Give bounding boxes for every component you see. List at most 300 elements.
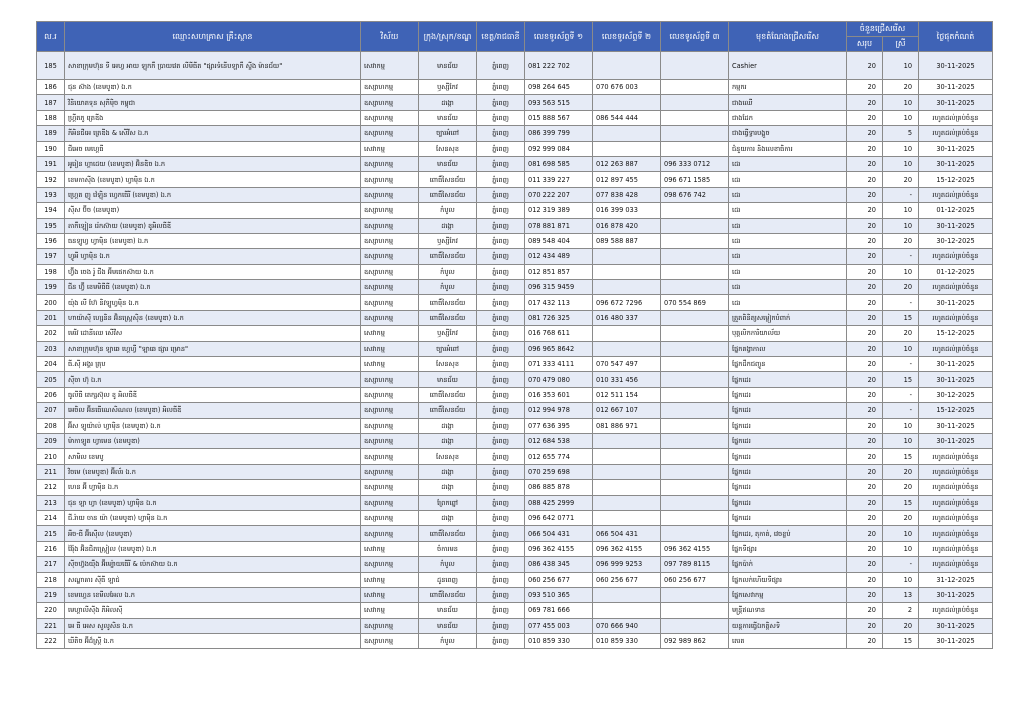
cell-position: ផ្នែកទីផ្សារ bbox=[729, 541, 847, 556]
cell-phone-2 bbox=[593, 141, 661, 156]
cell-phone-2: 016 878 420 bbox=[593, 218, 661, 233]
table-row bbox=[37, 233, 993, 248]
cell-position: ផ្នែកដេរ bbox=[729, 495, 847, 510]
cell-phone-2 bbox=[593, 95, 661, 110]
cell-phone-1: 011 339 227 bbox=[525, 172, 593, 187]
cell-company-name: សាខាក្រុមហ៊ុន ទី អេហ្វ អាយ ឡុកកឹ ប្រាយវេត លីមីធីត "ផ្សារទំនើបឡាកឹ ស្ទីង ម៉ានជ័យ" bbox=[65, 52, 361, 80]
cell-district: ដង្កោ bbox=[419, 433, 477, 448]
cell-district: ពោធិ៍សែនជ័យ bbox=[419, 172, 477, 187]
table-row bbox=[37, 126, 993, 141]
cell-phone-2: 060 256 677 bbox=[593, 572, 661, 587]
cell-quantity-total: 20 bbox=[847, 233, 883, 248]
cell-sector: សេវាកម្ម bbox=[361, 141, 419, 156]
cell-quantity-female: - bbox=[883, 295, 919, 310]
cell-province: ភ្នំពេញ bbox=[477, 557, 525, 572]
cell-quantity-female: 10 bbox=[883, 264, 919, 279]
cell-deadline: 30-11-2025 bbox=[919, 634, 993, 649]
table-row bbox=[37, 403, 993, 418]
cell-position: ដេរ bbox=[729, 264, 847, 279]
cell-row-number: 219 bbox=[37, 587, 65, 602]
cell-province: ភ្នំពេញ bbox=[477, 418, 525, 433]
cell-province: ភ្នំពេញ bbox=[477, 295, 525, 310]
cell-phone-3 bbox=[661, 433, 729, 448]
cell-phone-1: 096 642 0771 bbox=[525, 510, 593, 525]
cell-province: ភ្នំពេញ bbox=[477, 510, 525, 525]
table-row bbox=[37, 510, 993, 525]
cell-sector: ឧស្សាហកម្ម bbox=[361, 464, 419, 479]
cell-company-name: ស៊ីចហ្វ៊ងយ៉ឹង អ៊ីម្ប៉ោយធើរី & ប៉េកស៊ាយ ឯ.ក bbox=[65, 557, 361, 572]
cell-phone-2 bbox=[593, 603, 661, 618]
cell-row-number: 217 bbox=[37, 557, 65, 572]
cell-deadline: រហូតដល់គ្រប់ចំនួន bbox=[919, 557, 993, 572]
table-row bbox=[37, 203, 993, 218]
cell-phone-2 bbox=[593, 341, 661, 356]
cell-phone-3 bbox=[661, 110, 729, 125]
cell-phone-3 bbox=[661, 357, 729, 372]
cell-quantity-female: 15 bbox=[883, 449, 919, 464]
cell-province: ភ្នំពេញ bbox=[477, 603, 525, 618]
cell-sector: ឧស្សាហកម្ម bbox=[361, 510, 419, 525]
cell-position: ផ្នែកដេរ bbox=[729, 372, 847, 387]
cell-deadline: រហូតដល់គ្រប់ចំនួន bbox=[919, 603, 993, 618]
cell-phone-3: 096 671 1585 bbox=[661, 172, 729, 187]
cell-quantity-female: 10 bbox=[883, 541, 919, 556]
cell-province: ភ្នំពេញ bbox=[477, 480, 525, 495]
cell-quantity-total: 20 bbox=[847, 372, 883, 387]
cell-deadline: 15-12-2025 bbox=[919, 172, 993, 187]
cell-phone-2 bbox=[593, 326, 661, 341]
cell-province: ភ្នំពេញ bbox=[477, 526, 525, 541]
cell-deadline: 31-12-2025 bbox=[919, 572, 993, 587]
cell-district: ព្រែកព្នៅ bbox=[419, 495, 477, 510]
cell-phone-2: 077 838 428 bbox=[593, 187, 661, 202]
cell-phone-1: 012 851 857 bbox=[525, 264, 593, 279]
cell-deadline: រហូតដល់គ្រប់ចំនួន bbox=[919, 280, 993, 295]
cell-company-name: វ៉ៃរ៉ុង អ៊ិនជិតស្ត្រៀល (ខេមបូឌា) ឯ.ក bbox=[65, 541, 361, 556]
cell-phone-3 bbox=[661, 618, 729, 633]
cell-quantity-female: 2 bbox=[883, 603, 919, 618]
table-row bbox=[37, 156, 993, 171]
cell-province: ភ្នំពេញ bbox=[477, 218, 525, 233]
cell-phone-3 bbox=[661, 310, 729, 325]
cell-sector: ឧស្សាហកម្ម bbox=[361, 187, 419, 202]
cell-quantity-female: 10 bbox=[883, 572, 919, 587]
cell-position: ផ្នែកដេរ bbox=[729, 449, 847, 464]
cell-quantity-total: 20 bbox=[847, 218, 883, 233]
cell-province: ភ្នំពេញ bbox=[477, 249, 525, 264]
cell-phone-2 bbox=[593, 52, 661, 80]
col-header-sector: វិស័យ bbox=[361, 22, 419, 52]
table-row bbox=[37, 418, 993, 433]
cell-phone-2 bbox=[593, 433, 661, 448]
table-row bbox=[37, 541, 993, 556]
cell-phone-2: 066 504 431 bbox=[593, 526, 661, 541]
cell-quantity-total: 20 bbox=[847, 341, 883, 356]
cell-row-number: 191 bbox=[37, 156, 65, 171]
table-row bbox=[37, 295, 993, 310]
cell-position: តេរត bbox=[729, 634, 847, 649]
cell-phone-2: 010 859 330 bbox=[593, 634, 661, 649]
cell-province: ភ្នំពេញ bbox=[477, 357, 525, 372]
cell-phone-1: 081 698 585 bbox=[525, 156, 593, 171]
cell-position: ជាងធ្វើទ្វារបង្អួច bbox=[729, 126, 847, 141]
cell-quantity-total: 20 bbox=[847, 172, 883, 187]
cell-deadline: 30-11-2025 bbox=[919, 418, 993, 433]
cell-position: ដេរ bbox=[729, 187, 847, 202]
table-row bbox=[37, 172, 993, 187]
cell-position: ដេរ bbox=[729, 233, 847, 248]
cell-position: ផ្នែកសេវាកម្ម bbox=[729, 587, 847, 602]
cell-deadline: រហូតដល់គ្រប់ចំនួន bbox=[919, 464, 993, 479]
cell-deadline: 30-11-2025 bbox=[919, 95, 993, 110]
cell-company-name: មេរីវ ដោនីឈេ សើវីស bbox=[65, 326, 361, 341]
cell-province: ភ្នំពេញ bbox=[477, 95, 525, 110]
cell-phone-3 bbox=[661, 52, 729, 80]
cell-row-number: 213 bbox=[37, 495, 65, 510]
cell-sector: ឧស្សាហកម្ម bbox=[361, 418, 419, 433]
cell-company-name: សណ្ឋាគារ សុីធី ឡាជ់ bbox=[65, 572, 361, 587]
table-row bbox=[37, 95, 993, 110]
cell-quantity-female: 15 bbox=[883, 310, 919, 325]
cell-phone-2: 012 667 107 bbox=[593, 403, 661, 418]
cell-company-name: ធី.ស៊ី អង្គរ គ្រុប bbox=[65, 357, 361, 372]
table-row bbox=[37, 280, 993, 295]
cell-province: ភ្នំពេញ bbox=[477, 187, 525, 202]
cell-district: សែនសុខ bbox=[419, 449, 477, 464]
cell-sector: ឧស្សាហកម្ម bbox=[361, 634, 419, 649]
cell-deadline: រហូតដល់គ្រប់ចំនួន bbox=[919, 126, 993, 141]
cell-district: ដង្កោ bbox=[419, 510, 477, 525]
cell-sector: ឧស្សាហកម្ម bbox=[361, 433, 419, 448]
cell-sector: ឧស្សាហកម្ម bbox=[361, 618, 419, 633]
cell-phone-3 bbox=[661, 264, 729, 279]
cell-deadline: រហូតដល់គ្រប់ចំនួន bbox=[919, 526, 993, 541]
cell-company-name: សាមិល ខេមបូ bbox=[65, 449, 361, 464]
cell-phone-2: 086 544 444 bbox=[593, 110, 661, 125]
cell-phone-1: 096 362 4155 bbox=[525, 541, 593, 556]
cell-district: មានជ័យ bbox=[419, 156, 477, 171]
cell-deadline: 30-11-2025 bbox=[919, 141, 993, 156]
table-row bbox=[37, 495, 993, 510]
cell-phone-3 bbox=[661, 126, 729, 141]
cell-sector: សេវាកម្ម bbox=[361, 52, 419, 80]
cell-row-number: 203 bbox=[37, 341, 65, 356]
cell-sector: សេវាកម្ម bbox=[361, 587, 419, 602]
table-row bbox=[37, 326, 993, 341]
cell-row-number: 198 bbox=[37, 264, 65, 279]
cell-position: មន្ត្រីឥណទាន bbox=[729, 603, 847, 618]
cell-phone-2: 016 399 033 bbox=[593, 203, 661, 218]
table-row bbox=[37, 80, 993, 95]
cell-position: ដេរ bbox=[729, 218, 847, 233]
cell-phone-3 bbox=[661, 464, 729, 479]
cell-phone-2: 089 588 887 bbox=[593, 233, 661, 248]
cell-phone-3 bbox=[661, 372, 729, 387]
cell-company-name: ហេន អ៊ី ហ្វាម៉ិន ឯ.ក bbox=[65, 480, 361, 495]
cell-phone-2 bbox=[593, 126, 661, 141]
cell-province: ភ្នំពេញ bbox=[477, 572, 525, 587]
cell-row-number: 215 bbox=[37, 526, 65, 541]
cell-row-number: 221 bbox=[37, 618, 65, 633]
cell-district: ពោធិ៍សែនជ័យ bbox=[419, 310, 477, 325]
cell-row-number: 207 bbox=[37, 403, 65, 418]
cell-company-name: ហ្វូអី ហ្វាម៉ិន ឯ.ក bbox=[65, 249, 361, 264]
cell-quantity-total: 20 bbox=[847, 295, 883, 310]
cell-phone-2 bbox=[593, 510, 661, 525]
cell-district: កំបូល bbox=[419, 634, 477, 649]
cell-position: ជាងដែក bbox=[729, 110, 847, 125]
cell-phone-1: 016 768 611 bbox=[525, 326, 593, 341]
cell-district: ពោធិ៍សែនជ័យ bbox=[419, 187, 477, 202]
cell-phone-2: 010 331 456 bbox=[593, 372, 661, 387]
cell-company-name: ស៊ីចា ហ៊ុ ឯ.ក bbox=[65, 372, 361, 387]
cell-phone-3 bbox=[661, 280, 729, 295]
cell-sector: ឧស្សាហកម្ម bbox=[361, 372, 419, 387]
cell-company-name: សាខាក្រុមហ៊ុន ឡាឆេ ហ្គេហ្វី "ឡាឆេ ផ្សារ ម្រោន" bbox=[65, 341, 361, 356]
cell-quantity-total: 20 bbox=[847, 203, 883, 218]
cell-company-name: អេ ធី អេស សូលូសិន ឯ.ក bbox=[65, 618, 361, 633]
job-listings-page bbox=[36, 21, 992, 649]
cell-sector: ឧស្សាហកម្ម bbox=[361, 557, 419, 572]
cell-phone-3 bbox=[661, 510, 729, 525]
cell-phone-2 bbox=[593, 495, 661, 510]
table-row bbox=[37, 433, 993, 448]
cell-phone-3 bbox=[661, 449, 729, 464]
table-row bbox=[37, 249, 993, 264]
cell-district: កំបូល bbox=[419, 264, 477, 279]
cell-quantity-total: 20 bbox=[847, 187, 883, 202]
cell-deadline: រហូតដល់គ្រប់ចំនួន bbox=[919, 110, 993, 125]
cell-phone-1: 096 315 9459 bbox=[525, 280, 593, 295]
cell-sector: សេវាកម្ម bbox=[361, 572, 419, 587]
cell-phone-2: 012 511 154 bbox=[593, 387, 661, 402]
cell-position: ដេរ bbox=[729, 156, 847, 171]
cell-position: ផ្នែកដេរ bbox=[729, 418, 847, 433]
cell-position: បុគ្គលិកការិយាល័យ bbox=[729, 326, 847, 341]
table-row bbox=[37, 141, 993, 156]
table-row bbox=[37, 218, 993, 233]
cell-phone-3 bbox=[661, 218, 729, 233]
cell-company-name: ជីអេច មេហ្គេធី bbox=[65, 141, 361, 156]
cell-deadline: 30-11-2025 bbox=[919, 357, 993, 372]
cell-sector: សេវាកម្ម bbox=[361, 541, 419, 556]
cell-row-number: 222 bbox=[37, 634, 65, 649]
cell-phone-2 bbox=[593, 587, 661, 602]
cell-sector: ឧស្សាហកម្ម bbox=[361, 526, 419, 541]
cell-quantity-total: 20 bbox=[847, 541, 883, 556]
cell-province: ភ្នំពេញ bbox=[477, 172, 525, 187]
cell-district: ពោធិ៍សែនជ័យ bbox=[419, 587, 477, 602]
cell-quantity-total: 20 bbox=[847, 387, 883, 402]
cell-phone-2: 012 263 887 bbox=[593, 156, 661, 171]
cell-quantity-total: 20 bbox=[847, 95, 883, 110]
cell-phone-3 bbox=[661, 587, 729, 602]
cell-district: កំបូល bbox=[419, 557, 477, 572]
cell-row-number: 220 bbox=[37, 603, 65, 618]
cell-company-name: ហ្គ្រេត ញូ វ៉េឡ៉ិន ហ្វេកធើរី (ខេមបូឌា) ឯ.ក bbox=[65, 187, 361, 202]
cell-phone-1: 015 888 567 bbox=[525, 110, 593, 125]
cell-row-number: 188 bbox=[37, 110, 65, 125]
cell-deadline: 30-11-2025 bbox=[919, 80, 993, 95]
cell-row-number: 185 bbox=[37, 52, 65, 80]
cell-phone-1: 089 548 404 bbox=[525, 233, 593, 248]
cell-position: ជាងឈើ bbox=[729, 95, 847, 110]
cell-row-number: 205 bbox=[37, 372, 65, 387]
cell-company-name: ខេមហ្គេន ខេមីលអែល ឯ.ក bbox=[65, 587, 361, 602]
cell-sector: ឧស្សាហកម្ម bbox=[361, 218, 419, 233]
cell-position: ផ្នែកដេរ bbox=[729, 403, 847, 418]
cell-sector: ឧស្សាហកម្ម bbox=[361, 310, 419, 325]
cell-district: ពោធិ៍សែនជ័យ bbox=[419, 387, 477, 402]
cell-district: ដង្កោ bbox=[419, 480, 477, 495]
cell-phone-3 bbox=[661, 526, 729, 541]
cell-row-number: 200 bbox=[37, 295, 65, 310]
table-row bbox=[37, 52, 993, 80]
cell-sector: ឧស្សាហកម្ម bbox=[361, 156, 419, 171]
cell-phone-3 bbox=[661, 403, 729, 418]
cell-company-name: មេហ្គាលីស៊ីង ភីអិលស៊ី bbox=[65, 603, 361, 618]
cell-quantity-female: 10 bbox=[883, 526, 919, 541]
cell-province: ភ្នំពេញ bbox=[477, 126, 525, 141]
cell-district: មានជ័យ bbox=[419, 52, 477, 80]
cell-row-number: 199 bbox=[37, 280, 65, 295]
cell-quantity-total: 20 bbox=[847, 80, 883, 95]
cell-company-name: ជីន ហ្វ៊ី ខេមមិធីធី (ខេមបូឌា) ឯ.ក bbox=[65, 280, 361, 295]
cell-phone-3 bbox=[661, 233, 729, 248]
cell-quantity-total: 20 bbox=[847, 403, 883, 418]
cell-phone-1: 069 781 666 bbox=[525, 603, 593, 618]
cell-district: ច្បារអំពៅ bbox=[419, 126, 477, 141]
cell-position: ផ្នែកដេរ, តុកាត់, វេចខ្ចប់ bbox=[729, 526, 847, 541]
cell-row-number: 209 bbox=[37, 433, 65, 448]
cell-quantity-female: - bbox=[883, 249, 919, 264]
cell-phone-1: 070 222 207 bbox=[525, 187, 593, 202]
cell-phone-3: 096 362 4155 bbox=[661, 541, 729, 556]
cell-district: ដូនពេញ bbox=[419, 572, 477, 587]
cell-position: ផ្នែកដេរ bbox=[729, 510, 847, 525]
cell-position: ផ្នែកដេរ bbox=[729, 464, 847, 479]
cell-quantity-female: 15 bbox=[883, 634, 919, 649]
cell-phone-1: 086 885 878 bbox=[525, 480, 593, 495]
cell-phone-1: 077 636 395 bbox=[525, 418, 593, 433]
cell-position: ជំនួយការ និងលេខាធិការ bbox=[729, 141, 847, 156]
cell-quantity-female: 15 bbox=[883, 372, 919, 387]
cell-position: ដេរ bbox=[729, 295, 847, 310]
cell-quantity-total: 20 bbox=[847, 495, 883, 510]
cell-row-number: 210 bbox=[37, 449, 65, 464]
cell-deadline: រហូតដល់គ្រប់ចំនួន bbox=[919, 249, 993, 264]
cell-phone-2: 096 672 7296 bbox=[593, 295, 661, 310]
cell-phone-1: 093 563 515 bbox=[525, 95, 593, 110]
cell-company-name: ធនឡូហ្វ ហ្វាម៉ិន (ខេមបូឌា) ឯ.ក bbox=[65, 233, 361, 248]
cell-phone-1: 092 999 084 bbox=[525, 141, 593, 156]
col-header-phone2: លេខទូរស័ព្ទទី ២ bbox=[593, 22, 661, 52]
cell-phone-2 bbox=[593, 264, 661, 279]
cell-phone-3: 096 333 0712 bbox=[661, 156, 729, 171]
col-header-phone3: លេខទូរស័ព្ទទី ៣ bbox=[661, 22, 729, 52]
cell-phone-1: 071 333 4111 bbox=[525, 357, 593, 372]
table-row bbox=[37, 572, 993, 587]
table-row bbox=[37, 464, 993, 479]
cell-quantity-female: 10 bbox=[883, 52, 919, 80]
cell-province: ភ្នំពេញ bbox=[477, 433, 525, 448]
cell-deadline: 30-12-2025 bbox=[919, 233, 993, 248]
cell-phone-3: 060 256 677 bbox=[661, 572, 729, 587]
cell-phone-3 bbox=[661, 203, 729, 218]
cell-position: ដេរ bbox=[729, 280, 847, 295]
cell-province: ភ្នំពេញ bbox=[477, 156, 525, 171]
cell-deadline: 30-11-2025 bbox=[919, 156, 993, 171]
cell-phone-2 bbox=[593, 480, 661, 495]
cell-phone-1: 010 859 330 bbox=[525, 634, 593, 649]
cell-province: ភ្នំពេញ bbox=[477, 449, 525, 464]
cell-quantity-total: 20 bbox=[847, 433, 883, 448]
cell-district: ឫស្សីកែវ bbox=[419, 80, 477, 95]
cell-phone-1: 086 438 345 bbox=[525, 557, 593, 572]
cell-district: កំបូល bbox=[419, 280, 477, 295]
cell-province: ភ្នំពេញ bbox=[477, 372, 525, 387]
cell-position: យន្តការធ្វើឯកត្តិសទិ bbox=[729, 618, 847, 633]
cell-deadline: 01-12-2025 bbox=[919, 264, 993, 279]
cell-province: ភ្នំពេញ bbox=[477, 110, 525, 125]
cell-sector: ឧស្សាហកម្ម bbox=[361, 264, 419, 279]
cell-phone-3 bbox=[661, 95, 729, 110]
cell-quantity-total: 20 bbox=[847, 310, 883, 325]
cell-quantity-female: - bbox=[883, 557, 919, 572]
cell-sector: សេវាកម្ម bbox=[361, 603, 419, 618]
cell-row-number: 214 bbox=[37, 510, 65, 525]
cell-phone-2 bbox=[593, 464, 661, 479]
cell-district: មានជ័យ bbox=[419, 603, 477, 618]
cell-row-number: 190 bbox=[37, 141, 65, 156]
cell-position: កម្មករ bbox=[729, 80, 847, 95]
col-header-province: ខេត្ត/រាជធានី bbox=[477, 22, 525, 52]
cell-quantity-total: 20 bbox=[847, 52, 883, 80]
cell-row-number: 192 bbox=[37, 172, 65, 187]
cell-deadline: 30-11-2025 bbox=[919, 295, 993, 310]
cell-province: ភ្នំពេញ bbox=[477, 618, 525, 633]
col-header-district: ក្រុង/ស្រុក/ខណ្ឌ bbox=[419, 22, 477, 52]
cell-quantity-total: 20 bbox=[847, 418, 883, 433]
cell-phone-3 bbox=[661, 249, 729, 264]
cell-quantity-total: 20 bbox=[847, 357, 883, 372]
table-header bbox=[37, 22, 993, 52]
cell-phone-1: 060 256 677 bbox=[525, 572, 593, 587]
cell-deadline: 15-12-2025 bbox=[919, 326, 993, 341]
cell-phone-1: 081 726 325 bbox=[525, 310, 593, 325]
cell-sector: ឧស្សាហកម្ម bbox=[361, 280, 419, 295]
cell-company-name: ហាយ៉ាស៊ី ហ្សេនិន អ៊ិនស្ត្រេស៊ិន (ខេមបូឌា) ឯ.ក bbox=[65, 310, 361, 325]
cell-province: ភ្នំពេញ bbox=[477, 341, 525, 356]
cell-province: ភ្នំពេញ bbox=[477, 264, 525, 279]
cell-quantity-total: 20 bbox=[847, 603, 883, 618]
cell-phone-1: 086 399 799 bbox=[525, 126, 593, 141]
cell-district: មានជ័យ bbox=[419, 372, 477, 387]
cell-company-name: ជី.រ៉ាយ ចាន យ៉ា (ខេមបូឌា) ហ្វាម៉ិន ឯ.ក bbox=[65, 510, 361, 525]
cell-deadline: រហូតដល់គ្រប់ចំនួន bbox=[919, 495, 993, 510]
cell-company-name: អូរៀន ហ្គាដេយ (ខេមបូឌា) អ៊ិនឌិច ឯ.ក bbox=[65, 156, 361, 171]
cell-row-number: 212 bbox=[37, 480, 65, 495]
cell-sector: ឧស្សាហកម្ម bbox=[361, 295, 419, 310]
cell-quantity-total: 20 bbox=[847, 126, 883, 141]
cell-phone-1: 098 264 645 bbox=[525, 80, 593, 95]
cell-company-name: ខេមកាស៊ីង (ខេមបូឌា) ហ្វាម៉ិន ឯ.ក bbox=[65, 172, 361, 187]
cell-province: ភ្នំពេញ bbox=[477, 326, 525, 341]
cell-quantity-female: - bbox=[883, 403, 919, 418]
cell-quantity-female: 20 bbox=[883, 280, 919, 295]
cell-phone-3: 092 989 862 bbox=[661, 634, 729, 649]
cell-district: ចំការមន bbox=[419, 541, 477, 556]
